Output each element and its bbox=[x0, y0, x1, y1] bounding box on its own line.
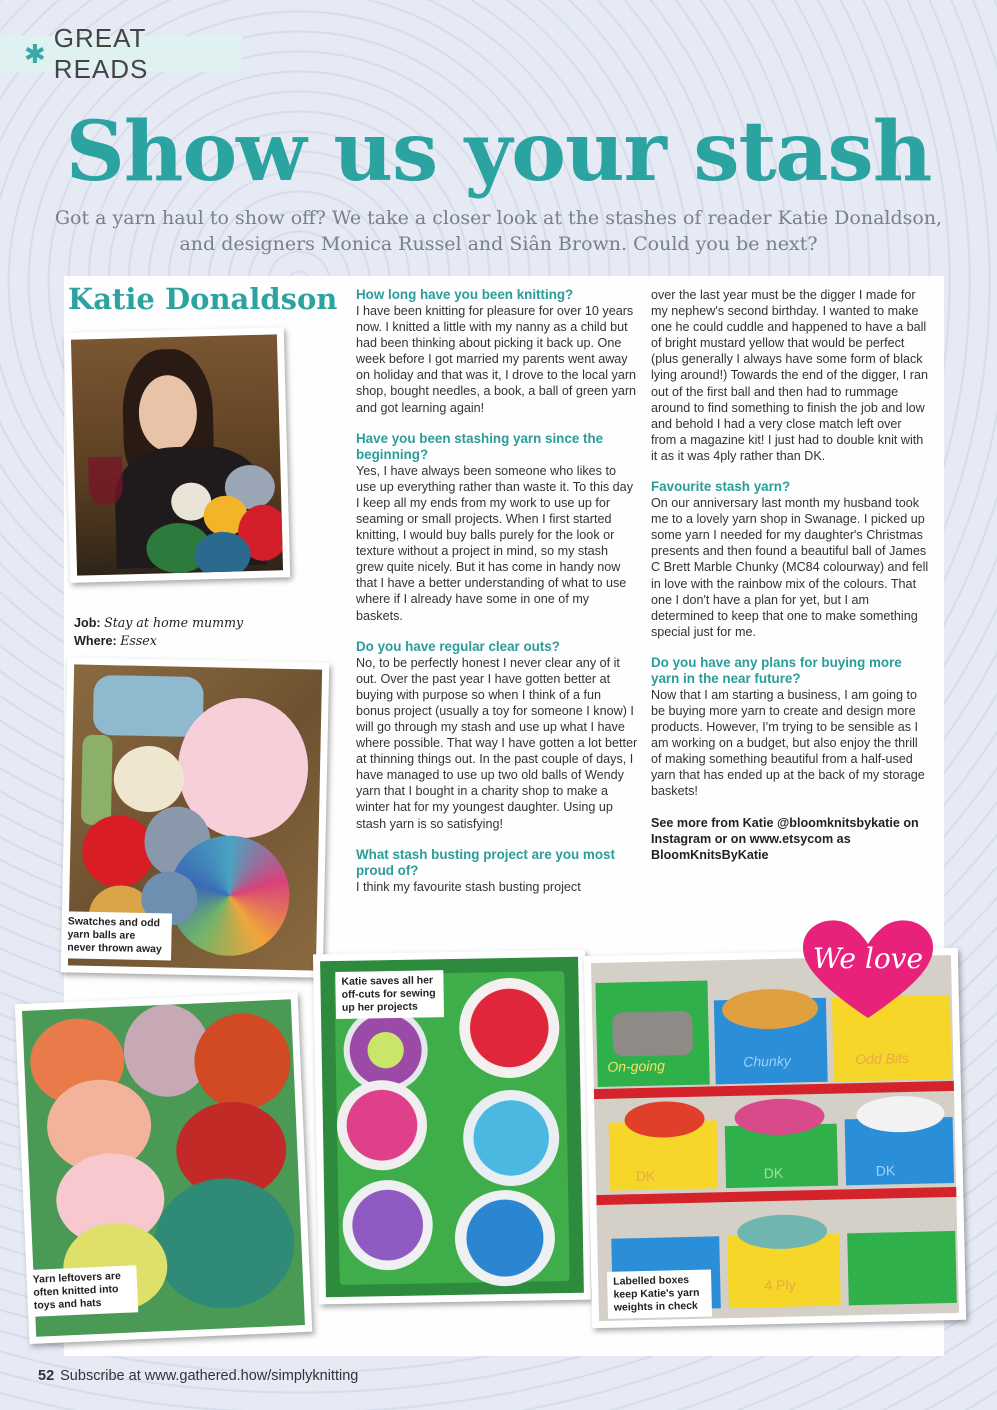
profile-info bbox=[74, 614, 243, 650]
caption-offcuts: Katie saves all her off-cuts for sewing up her projects bbox=[335, 970, 444, 1019]
page-number: 52 bbox=[38, 1368, 55, 1384]
offcuts-photo bbox=[313, 950, 591, 1305]
box-label-chunky: Chunky bbox=[743, 1052, 791, 1070]
caption-leftovers: Yarn leftovers are often knitted into toys and hats bbox=[26, 1265, 138, 1317]
leftovers-photo bbox=[15, 992, 313, 1344]
box-label-dk-3: DK bbox=[875, 1162, 896, 1179]
section-tag bbox=[0, 23, 242, 84]
answer-4-continued: over the last year must be the digger I made for my nephew's second birthday. I wanted to make one he could cuddle and happened to have a ball of bright mustard yellow that would be perfect (plus generally I always have some form of black lying around!) Towards the end of the digger, I ran out of the first ball and then had to rummage around to find something to finish the job and low and behold I had a very close match left over from a magazine kit! I just had to double knit with it as it was 4ply rather than DK. bbox=[651, 288, 929, 463]
subscribe-link[interactable]: Subscribe at www.gathered.how/simplyknitting bbox=[60, 1368, 359, 1384]
page-title: Show us your stash bbox=[65, 104, 932, 200]
box-label-ongoing: On-going bbox=[607, 1057, 666, 1075]
standfirst: Got a yarn haul to show off? We take a closer look at the stashes of reader Katie Donaldson, and designers Monica Russel and Siân Brown. Could you be next? bbox=[54, 207, 943, 255]
article-column-2 bbox=[651, 287, 929, 878]
job-line bbox=[74, 614, 243, 632]
question-5: Favourite stash yarn? bbox=[651, 479, 791, 495]
answer-2: Yes, I have always been someone who likes to use up everything rather than waste it. To this day I keep all my ends from my work to use up for seaming or small projects. When I first started knitting, I would buy balls purely for the look or texture without a project in mind, so my stash grew quite nicely. But it has come in handy now that I have a better understanding of what to use where if I already have some in one of my baskets. bbox=[356, 463, 633, 623]
asterisk-icon: ✱ bbox=[24, 39, 46, 69]
box-label-dk-2: DK bbox=[763, 1164, 784, 1182]
question-3: Do you have regular clear outs? bbox=[356, 638, 560, 654]
social-credit: See more from Katie @bloomknitsbykatie on Instagram or on www.etsycom as BloomKnitsByKatie bbox=[651, 815, 919, 862]
box-label-dk-1: DK bbox=[635, 1167, 656, 1185]
basket-photo bbox=[61, 657, 330, 977]
we-love-badge bbox=[798, 914, 938, 1024]
question-4: What stash busting project are you most proud of? bbox=[356, 846, 615, 878]
answer-5: On our anniversary last month my husband took me to a lovely yarn shop in Swanage. I picked up some yarn I needed for my daughter's Christmas presents and then found a beautiful ball of James C Brett Marble Chunky (MC84 colourway) and fell in love with the rainbow mix of the colours. That one I don't have a plan for yet, but I am determined to keep that one to make something special just for me. bbox=[651, 496, 929, 639]
profile-name: Katie Donaldson bbox=[68, 282, 338, 316]
section-label: GREAT READS bbox=[53, 23, 149, 84]
question-1: How long have you been knitting? bbox=[356, 287, 574, 302]
page-footer bbox=[38, 1368, 358, 1384]
job-value: Stay at home mummy bbox=[104, 615, 244, 630]
caption-basket: Swatches and odd yarn balls are never thrown away bbox=[61, 911, 172, 960]
question-6: Do you have any plans for buying more yarn in the near future? bbox=[651, 654, 902, 686]
article-column-1 bbox=[356, 287, 638, 910]
answer-4: I think my favourite stash busting project bbox=[356, 879, 581, 894]
where-label: Where: bbox=[74, 634, 117, 648]
answer-3: No, to be perfectly honest I never clear any of it out. Over the past year I have gotten better at buying with purpose so when I think of a fun bonus project (usually a toy for someone I know) I will go through my stash and use up what I have where possible. That way I have gotten a lot better at thinning things out. In the past couple of days, I have managed to use up two old balls of Wendy yarn that I bought in a charity shop to make a winter hat for my youngest daughter. Using up stash yarn is so satisfying! bbox=[356, 655, 638, 831]
where-line bbox=[74, 632, 243, 650]
question-2: Have you been stashing yarn since the beginning? bbox=[356, 430, 604, 462]
job-label: Job: bbox=[74, 616, 101, 630]
box-label-oddbits: Odd Bits bbox=[855, 1049, 910, 1068]
answer-6: Now that I am starting a business, I am going to be buying more yarn to create and design more products. However, I'm trying to be sensible as I am working on a budget, but also enjoy the thrill of making something beautiful from a half-used yarn that has ended up at the back of my storage baskets! bbox=[651, 687, 925, 799]
where-value: Essex bbox=[120, 633, 157, 648]
answer-1: I have been knitting for pleasure for over 10 years now. I knitted a little with my nanny as a child but had been thinking about picking it back up. One week before I got married my parents went away on holiday and that was it, I drove to the local yarn shop, bought needles, a book, a ball of green yarn and got learning again! bbox=[356, 304, 637, 415]
caption-boxes: Labelled boxes keep Katie's yarn weights in check bbox=[607, 1269, 712, 1318]
we-love-text: We love bbox=[812, 942, 924, 975]
portrait-photo bbox=[64, 327, 290, 583]
box-label-4ply: 4 Ply bbox=[764, 1276, 796, 1294]
wine-glass-shape bbox=[88, 456, 123, 505]
